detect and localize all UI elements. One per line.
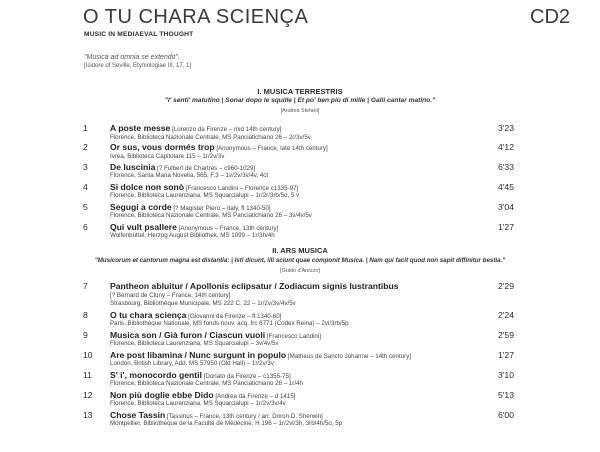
track-duration: 3'23	[498, 123, 514, 133]
track-duration: 5'13	[498, 390, 514, 400]
track-composer: [Giovanni da Firenze – fl 1340-60]	[186, 313, 282, 320]
track-source: Florence, Biblioteca Nazionale Centrale, MS Panciatichiano 26 – 2r/3v/5v	[110, 134, 311, 141]
epigraph-quote: "Musica ad omnia se extendit".	[84, 54, 180, 61]
track-duration: 1'27	[498, 222, 514, 232]
track-source: Florence, Biblioteca Nazionale Centrale, MS Panciatichiano 26 – 1r/4h	[110, 380, 303, 387]
track-composer: [Andrea da Firenze – d 1415]	[213, 393, 296, 400]
track-title-line	[110, 123, 490, 133]
track-source: Ivrea, Biblioteca Capitolare 115 – 1r/2v/3v	[110, 153, 225, 160]
section-heading-ars-musica: II. ARS MUSICA	[272, 246, 328, 255]
track-duration: 3'04	[498, 202, 514, 212]
track-title-line	[110, 142, 490, 152]
track-title-line	[110, 370, 490, 380]
track-number: 4	[83, 182, 88, 192]
track-composer: [Lorenzo da Firenze – mid 14th century]	[170, 126, 282, 133]
track-title-line	[110, 182, 490, 192]
album-title: O TU CHARA SCIENÇA	[83, 6, 309, 28]
disc-label: CD2	[530, 6, 571, 28]
track-source: Florence, Biblioteca Laurenziana, MS Squarcialupi – 3v/4v/5v	[110, 340, 279, 347]
track-title: Non più doglie ebbe Dido	[110, 390, 214, 400]
track-source: London, British Library, Add. MS 57950 (Old Hall) – 1r/2v/3v	[110, 360, 274, 367]
track-title-line	[110, 330, 490, 340]
track-number: 13	[83, 410, 93, 420]
track-composer: [? Fulbert de Chartres – c960-1029]	[155, 165, 256, 172]
track-composer: [Tassinus – France, 13th century / arr. Doron D. Sherwin]	[165, 413, 323, 420]
section-quote-source: [Andrea Stefani]	[280, 108, 320, 114]
track-title: A poste messe	[110, 123, 171, 133]
track-title-line	[110, 202, 490, 212]
track-title: De luscinia	[110, 162, 156, 172]
track-title-line	[110, 281, 490, 291]
track-title: Segugi a corde	[110, 202, 172, 212]
section-quote-source: [Guido d'Arezzo]	[280, 268, 320, 274]
track-source: Strasbourg, Bibliothèque Municipale, MS 222 C. 22 – 1r/2v/3v/4v/5v	[110, 300, 296, 307]
track-duration: 6'00	[498, 410, 514, 420]
track-number: 3	[83, 162, 88, 172]
track-number: 7	[83, 281, 88, 291]
track-title: S' i', monocordo gentil	[110, 370, 202, 380]
track-composer: [Francesco Landini]	[265, 333, 321, 340]
track-source: Florence, Biblioteca Laurenziana, MS Squarcialupi – 1r/2v/3v/4v	[110, 400, 286, 407]
track-composer: [Matheus de Sancto Johanne – 14th century]	[286, 353, 412, 360]
track-source: [? Bernard de Cluny – France, 14th century]	[110, 292, 231, 299]
track-number: 12	[83, 390, 93, 400]
track-number: 11	[83, 370, 92, 380]
track-title: Chose Tassin	[110, 410, 166, 420]
track-duration: 2'59	[498, 330, 514, 340]
track-number: 5	[83, 202, 88, 212]
track-title-line	[110, 310, 490, 320]
track-title-line	[110, 222, 490, 232]
track-number: 9	[83, 330, 88, 340]
epigraph-source: [Isidore of Seville, Etymologiae III, 17, 1]	[84, 63, 192, 69]
track-source: Florence, Santa Maria Novella, 565, F.3 – 1v/2v/3v/4v, 4ct	[110, 172, 269, 179]
track-source: Paris, Bibliothèque Nationale, MS fonds nouv. acq. frc 6771 (Codex Reina) – 2vi/3rb/5p	[110, 320, 349, 327]
track-title-line	[110, 162, 490, 172]
track-title: Are post libamina / Nunc surgunt in populo	[110, 350, 287, 360]
track-number: 6	[83, 222, 88, 232]
track-duration: 2'29	[498, 281, 514, 291]
track-title: Qui vult psallere	[110, 222, 177, 232]
album-subtitle: MUSIC IN MEDIAEVAL THOUGHT	[84, 31, 194, 38]
track-composer: [Francesco Landini – Florence c1335-97]	[184, 185, 299, 192]
track-duration: 6'33	[498, 162, 514, 172]
section-quote: "Musicorum et cantorum magna est distantia: | Isti dicunt, illi sciunt quae componit Musica. | Nam qui facit quod non sapit diffinitur bestia."	[94, 257, 506, 264]
track-duration: 3'10	[498, 370, 514, 380]
track-source: Wolfenbüttel, Herzog August Bibliothek, MS 1099 – 1r/3h/4h	[110, 232, 275, 239]
track-composer: [Anonymous – France, late 14th century]	[214, 145, 328, 152]
track-title: Musica son / Già furon / Ciascun vuoli	[110, 330, 266, 340]
track-composer: [Anonymous – France, 13th century]	[176, 225, 279, 232]
track-title: Or sus, vous dormés trop	[110, 142, 215, 152]
track-title: Si dolce non sonò	[110, 182, 185, 192]
track-title: O tu chara sciença	[110, 310, 187, 320]
track-title-line	[110, 410, 490, 420]
track-title: Pantheon abluitur / Apollonis eclipsatur / Zodiacum signis lustrantibus	[110, 281, 399, 291]
track-title-line	[110, 390, 490, 400]
section-heading-musica-terrestris: I. MUSICA TERRESTRIS	[257, 87, 343, 96]
track-duration: 1'27	[498, 350, 514, 360]
track-number: 10	[83, 350, 93, 360]
track-composer: [? Magister Piero – Italy, fl 1340-50]	[171, 205, 271, 212]
track-source: Montpellier, Bibliothèque de la Faculté de Médecine, H 196 – 1r/2vi/3h, 3rb/4h/5o, 5p	[110, 420, 343, 427]
track-title-line	[110, 350, 490, 360]
track-number: 8	[83, 310, 88, 320]
track-duration: 2'24	[498, 310, 514, 320]
track-source: Florence, Biblioteca Laurenziana, MS Squarcialupi – 1r/2r/3rb/5o, 5 v	[110, 192, 300, 199]
track-source: Florence, Biblioteca Nazionale Centrale, MS Panciatichiano 26 – 3v/4v/5v	[110, 212, 312, 219]
track-duration: 4'12	[498, 142, 514, 152]
track-duration: 4'45	[498, 182, 514, 192]
track-number: 1	[83, 123, 88, 133]
track-composer: [Donato da Firenze – c1355-75]	[201, 373, 291, 380]
track-number: 2	[83, 142, 88, 152]
section-quote: "I' senti' matutino | Sonar dopo le squille | Et po' ben più di mille | Galli cantar matino."	[164, 97, 436, 104]
